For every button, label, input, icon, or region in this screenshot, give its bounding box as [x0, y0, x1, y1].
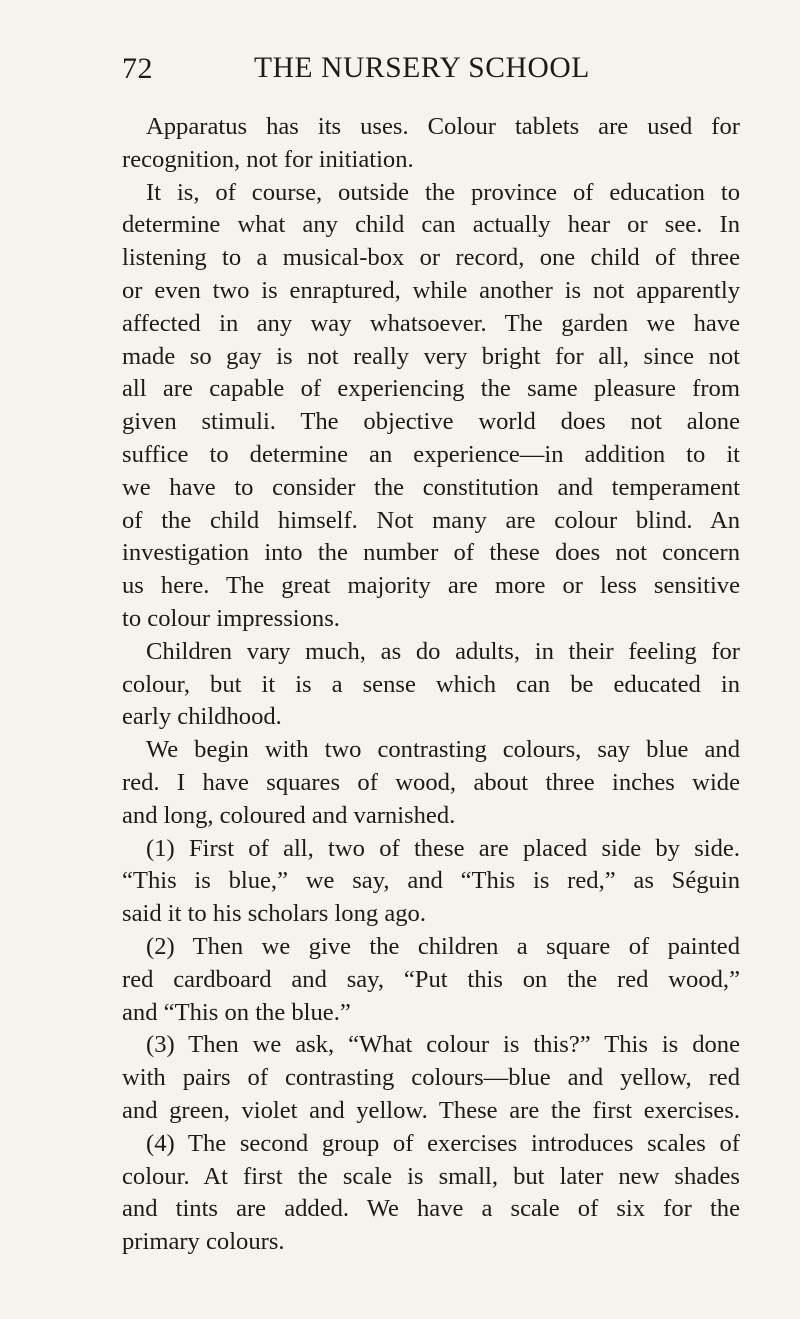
text-line: recognition, not for initiation.	[122, 145, 414, 173]
text-line: determine what any child can actually hear or see. In	[122, 211, 740, 239]
text-line: early childhood.	[122, 703, 282, 731]
text-line: we have to consider the constitution and temperament	[122, 473, 740, 501]
text-line: given stimuli. The objective world does not alone	[122, 408, 740, 436]
text-line: to colour impressions.	[122, 604, 340, 632]
text-line: suffice to determine an experience—in addition to it	[122, 440, 740, 468]
text-line: investigation into the number of these does not concern	[122, 539, 740, 567]
text-line: listening to a musical-box or record, one child of three	[122, 244, 740, 272]
text-line: “This is blue,” we say, and “This is red,” as Séguin	[122, 867, 740, 895]
text-line: (1) First of all, two of these are placed side by side.	[146, 834, 740, 862]
text-line: red. I have squares of wood, about three inches wide	[122, 768, 740, 796]
text-line: and long, coloured and varnished.	[122, 801, 456, 829]
text-line: made so gay is not really very bright for all, since not	[122, 342, 740, 370]
body-text	[122, 111, 740, 1259]
text-line: of the child himself. Not many are colour blind. An	[122, 506, 740, 534]
text-line: all are capable of experiencing the same pleasure from	[122, 375, 740, 403]
text-line: colour. At first the scale is small, but later new shades	[122, 1162, 740, 1190]
text-line: Apparatus has its uses. Colour tablets are used for	[146, 113, 740, 140]
text-line: Children vary much, as do adults, in their feeling for	[146, 637, 740, 665]
text-line: us here. The great majority are more or less sensitive	[122, 572, 740, 600]
text-line: and green, violet and yellow. These are the first exercises.	[122, 1096, 740, 1124]
text-line: or even two is enraptured, while another is not apparently	[122, 276, 740, 304]
page-number: 72	[122, 52, 153, 85]
text-line: We begin with two contrasting colours, say blue and	[146, 736, 740, 764]
text-line: (3) Then we ask, “What colour is this?” This is done	[146, 1031, 740, 1059]
running-title: THE NURSERY SCHOOL	[254, 52, 590, 84]
text-line: (4) The second group of exercises introduces scales of	[146, 1129, 740, 1157]
text-line: colour, but it is a sense which can be educated in	[122, 670, 740, 698]
text-line: and “This on the blue.”	[122, 998, 351, 1026]
text-line: and tints are added. We have a scale of six for the	[122, 1195, 740, 1223]
text-line: with pairs of contrasting colours—blue and yellow, red	[122, 1064, 740, 1092]
text-line: said it to his scholars long ago.	[122, 900, 426, 928]
page-header	[122, 50, 742, 90]
text-line: affected in any way whatsoever. The garden we have	[122, 309, 740, 337]
text-line: red cardboard and say, “Put this on the red wood,”	[122, 965, 740, 993]
text-line: (2) Then we give the children a square of painted	[146, 932, 740, 960]
text-line: primary colours.	[122, 1228, 285, 1256]
text-line: It is, of course, outside the province of education to	[146, 178, 740, 206]
